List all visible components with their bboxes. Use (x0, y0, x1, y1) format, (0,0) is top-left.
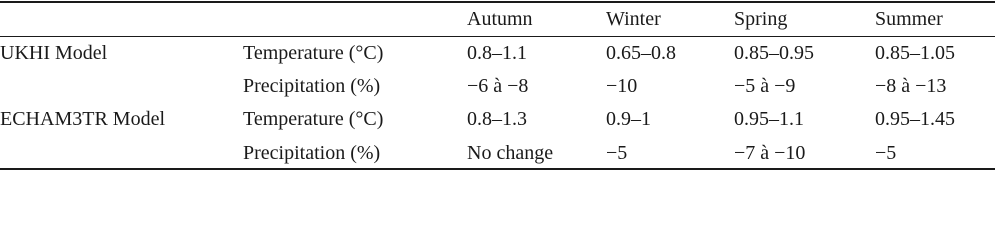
cell-variable: Temperature (°C) (243, 108, 384, 130)
cell-winter: −5 (606, 141, 628, 164)
cell-summer: 0.95–1.45 (875, 108, 955, 130)
cell-model (0, 70, 243, 102)
table-row (0, 136, 995, 169)
cell-autumn: No change (467, 141, 554, 164)
table-header-row (0, 2, 995, 36)
cell-summer: −8 à −13 (875, 75, 947, 97)
cell-winter: 0.9–1 (606, 108, 651, 130)
cell-spring: 0.85–0.95 (734, 42, 814, 64)
cell-spring: −7 à −10 (734, 141, 806, 164)
cell-spring: −5 à −9 (734, 75, 796, 97)
header-variable (243, 2, 467, 36)
cell-spring: 0.95–1.1 (734, 108, 804, 130)
climate-projection-table (0, 2, 995, 169)
cell-variable: Precipitation (%) (243, 75, 381, 97)
cell-winter: 0.65–0.8 (606, 42, 676, 64)
cell-winter: −10 (606, 75, 638, 97)
header-winter: Winter (606, 8, 661, 30)
table-row (0, 102, 995, 136)
table-row (0, 36, 995, 70)
cell-autumn: 0.8–1.3 (467, 108, 527, 130)
header-summer: Summer (875, 8, 943, 30)
table-row (0, 70, 995, 102)
cell-model: ECHAM3TR Model (0, 108, 165, 130)
cell-variable: Temperature (°C) (243, 42, 384, 64)
cell-model: UKHI Model (0, 42, 108, 64)
cell-variable: Precipitation (%) (243, 141, 381, 164)
cell-summer: 0.85–1.05 (875, 42, 955, 64)
header-autumn: Autumn (467, 8, 533, 30)
cell-summer: −5 (875, 141, 897, 164)
header-model (0, 2, 243, 36)
cell-model (0, 136, 243, 169)
cell-autumn: −6 à −8 (467, 75, 529, 97)
header-spring: Spring (734, 8, 788, 30)
cell-autumn: 0.8–1.1 (467, 42, 527, 64)
